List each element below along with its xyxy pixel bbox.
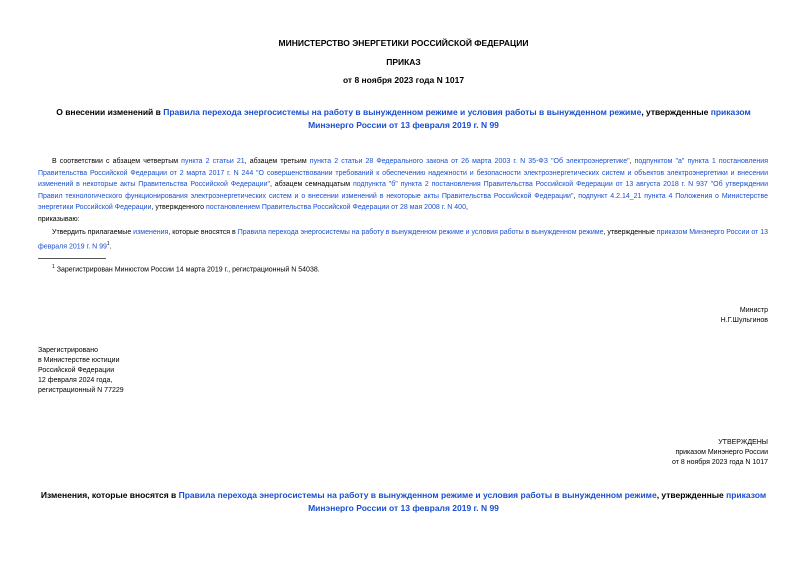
footnote [52,262,320,275]
changes-title-order-link[interactable]: приказом Минэнерго России от 13 февраля 2019 г. N 99 [308,490,767,513]
signature-position: Министр [739,307,768,314]
preamble-text: , [629,158,635,165]
title-prefix: О внесении изменений в [56,107,164,117]
registration-line: 12 февраля 2024 года, [38,377,113,384]
preamble-text: , утвержденного [151,204,206,211]
approve-link-order[interactable]: приказом Минэнерго России от 13 февраля 2019 г. N 99 [38,229,769,250]
approved-line: УТВЕРЖДЕНЫ [718,439,768,446]
registration-line: регистрационный N 77229 [38,387,124,394]
order-word: приказываю: [38,216,80,223]
approve-text: , утвержденные [603,229,657,236]
doc-type: ПРИКАЗ [386,57,421,67]
approved-line: приказом Минэнерго России [675,449,768,456]
footnote-divider [38,258,106,259]
registration-block [38,346,124,396]
changes-title-rules-link[interactable]: Правила перехода энергосистемы на работу в вынужденном режиме и условия работы в вынужденном режиме [178,490,657,500]
signature-name: Н.Г.Шульгинов [720,317,768,324]
footnote-ref[interactable]: 1 [106,240,110,247]
preamble-link-regulation[interactable]: подпункт 4.2.14_21 пункта 4 Положения о Министерстве энергетики Российской Федерации [38,192,768,211]
preamble-text: В соответствии с абзацем четвертым [52,158,182,165]
approve-text: Утвердить прилагаемые [52,229,134,236]
registration-line: Российской Федерации [38,367,115,374]
title-rules-link[interactable]: Правила перехода энергосистемы на работу в вынужденном режиме и условия работы в вынужденном режиме [163,107,642,117]
title-middle: , утвержденные [641,107,711,117]
preamble-text: , абзацем третьим [244,158,310,165]
preamble-link-decree-937[interactable]: подпункта "б" пункта 2 постановления Правительства Российской Федерации от 13 августа 2018 г. N 937 "Об утверждении Правил технологического функционирования электроэнергетических систем и о внесении изменений в некоторые акты Правительства Российской Федерации" [38,181,768,200]
changes-title-prefix: Изменения, которые вносятся в [40,490,179,500]
approve-text: . [109,242,112,250]
ministry-name: МИНИСТЕРСТВО ЭНЕРГЕТИКИ РОССИЙСКОЙ ФЕДЕРАЦИИ [278,38,529,48]
changes-title-middle: , утвержденные [656,490,727,500]
doc-date-number: от 8 ноября 2023 года N 1017 [342,75,465,85]
registration-line: в Министерстве юстиции [38,357,120,364]
preamble-paragraph [38,156,768,214]
approve-text: , которые вносятся в [168,229,238,236]
preamble-link-decree-244[interactable]: подпунктом "а" пункта 1 постановления Правительства Российской Федерации от 2 марта 2017 г. N 244 "О совершенствовании требований к обеспечению надежности и безопасности электроэнергетических систем и объектов электроэнергетики и внесении изменений в некоторые акты Правительства Российской Федерации" [38,158,768,188]
approve-paragraph [38,227,768,252]
approve-link-rules[interactable]: Правила перехода энергосистемы на работу в вынужденном режиме и условия работы в вынужденном режиме [237,229,604,236]
approved-block [672,438,768,468]
approved-line: от 8 ноября 2023 года N 1017 [672,459,768,466]
preamble-link-law-art28[interactable]: пункта 2 статьи 28 Федерального закона от 26 марта 2003 г. N 35-ФЗ "Об электроэнергетике" [309,158,630,165]
signature-block [721,306,768,326]
footnote-text: Зарегистрирован Минюстом России 14 марта 2019 г., регистрационный N 54038. [56,266,320,274]
footnote-mark: 1 [52,264,55,270]
preamble-link-decree-400[interactable]: постановлением Правительства Российской Федерации от 28 мая 2008 г. N 400 [205,204,466,211]
approve-link-changes[interactable]: изменения [133,229,169,236]
preamble-text: , [465,204,468,211]
title-order-link[interactable]: приказом Минэнерго России от 13 февраля 2019 г. N 99 [308,107,751,130]
changes-title [40,489,767,515]
page-title [40,106,767,132]
preamble-text: , [573,192,579,200]
preamble-link-law-art21[interactable]: пункта 2 статьи 21 [181,158,245,165]
preamble-text: , абзацем семнадцатым [269,181,353,188]
registration-line: Зарегистрировано [38,347,98,354]
